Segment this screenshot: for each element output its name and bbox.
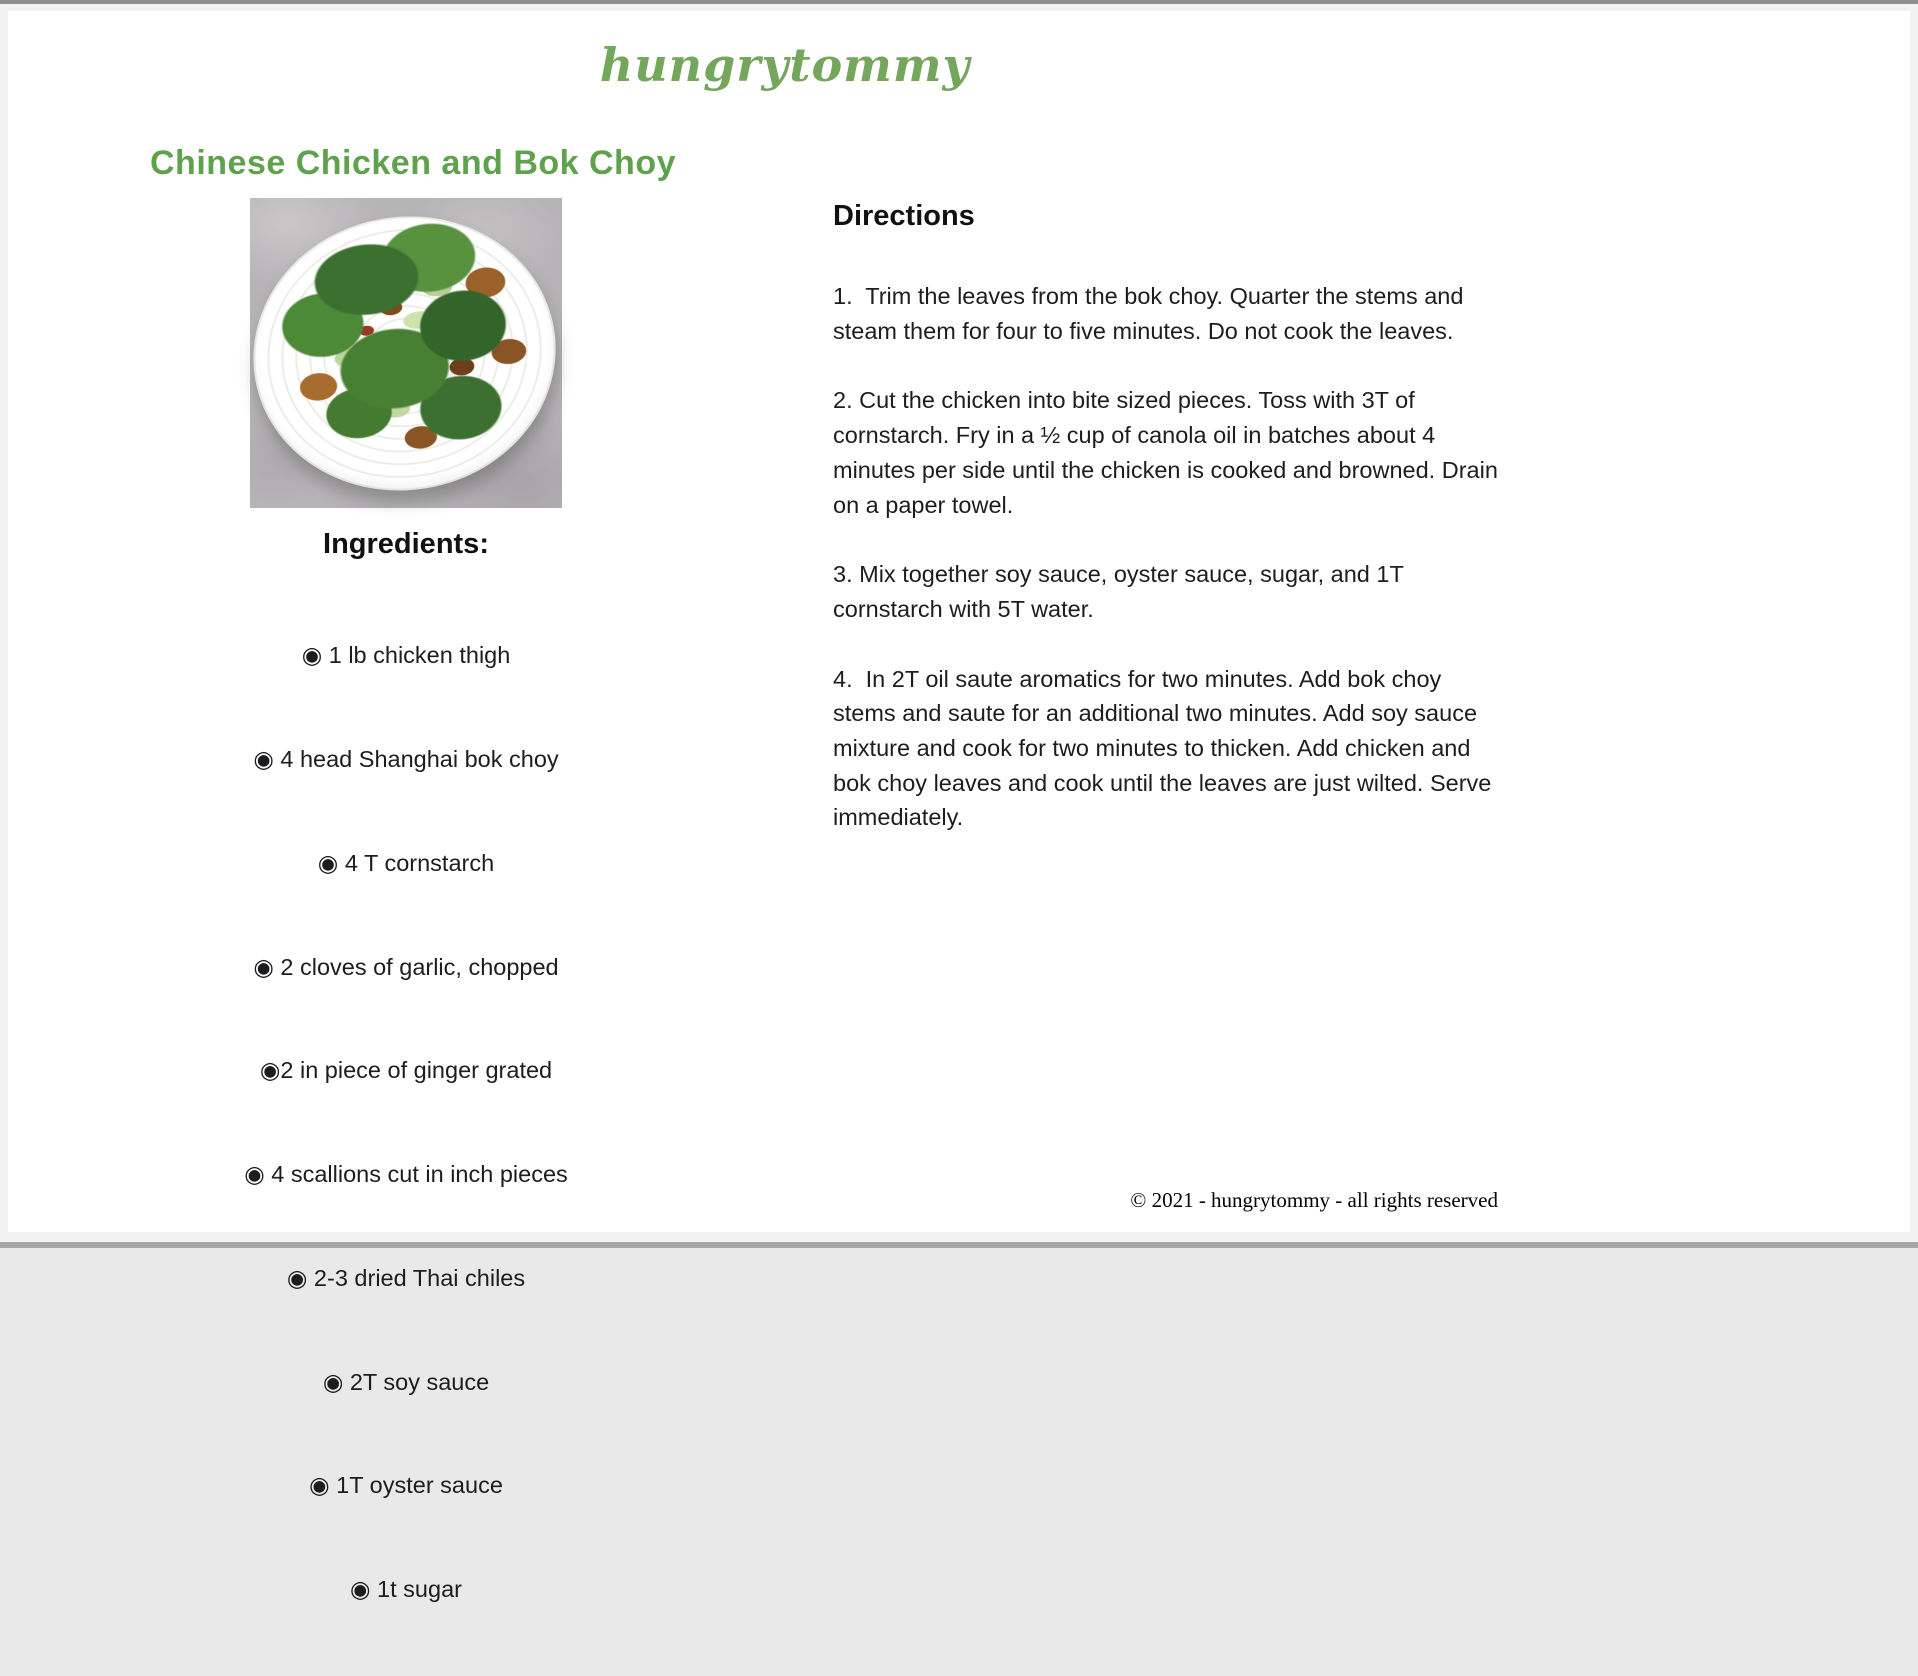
ingredient-item: ◉ 4 T cornstarch [317,849,495,876]
ingredient-item: ◉ 2T soy sauce [322,1368,490,1395]
ingredient-item: ◉ 1T oyster sauce [309,1472,503,1499]
ingredient-item: ◉ 2-3 dried Thai chiles [286,1264,526,1291]
brand-logo[interactable]: hungrytommy [599,38,971,92]
page-top-margin [0,4,1918,11]
ingredients-list [150,569,662,1676]
ingredient-item: ◉ 1 lb chicken thigh [301,642,511,669]
food-illustration [259,206,552,487]
ingredient-item: ◉ 2 cloves of garlic, chopped [253,953,559,980]
ingredient-item: ◉ 1t sugar [350,1576,462,1603]
direction-step: 3. Mix together soy sauce, oyster sauce, sugar, and 1T cornstarch with 5T water. [833,561,1410,622]
ingredient-item: ◉ 4 head Shanghai bok choy [253,745,559,772]
ingredients-section [150,528,662,1676]
ingredient-item: ◉2 in piece of ginger grated [259,1057,553,1084]
direction-step: 1. Trim the leaves from the bok choy. Quarter the stems and steam them for four to five minutes. Do not cook the leaves. [833,283,1470,344]
direction-step: 4. In 2T oil saute aromatics for two minutes. Add bok choy stems and saute for an additional two minutes. Add soy sauce mixture and cook for two minutes to thicken. Add chicken and bok choy leaves and cook until the leaves are just wilted. Serve immediately. [833,665,1498,831]
page-right-margin [1910,4,1918,1244]
direction-step: 2. Cut the chicken into bite sized pieces. Toss with 3T of cornstarch. Fry in a ½ cup of canola oil in batches about 4 minutes per side until the chicken is cooked and browned. Drain on a paper towel. [833,387,1505,518]
recipe-title: Chinese Chicken and Bok Choy [150,144,676,182]
ingredient-item: ◉ 4 scallions cut in inch pieces [244,1161,568,1188]
ingredients-heading: Ingredients: [323,528,489,560]
directions-section [833,200,1505,870]
recipe-photo [250,198,562,508]
page-left-margin [0,4,8,1244]
footer-copyright: © 2021 - hungrytommy - all rights reserved [1130,1188,1498,1212]
directions-heading: Directions [833,200,975,232]
